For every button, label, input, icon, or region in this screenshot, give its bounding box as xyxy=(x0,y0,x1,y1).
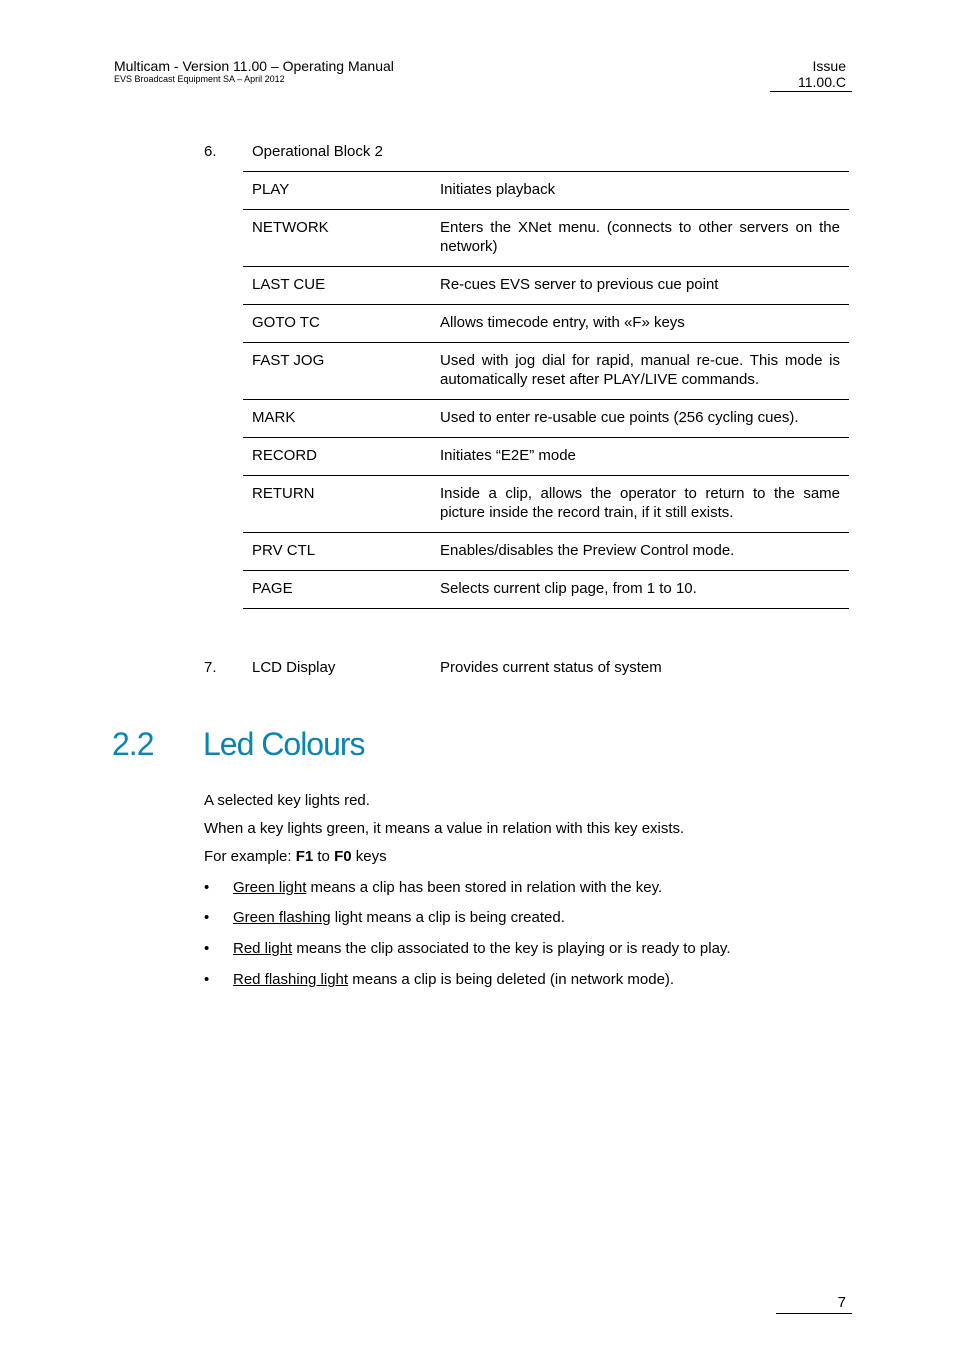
item-7-description: Provides current status of system xyxy=(440,659,662,676)
table-key: NETWORK xyxy=(252,219,329,236)
item-7-number: 7. xyxy=(204,659,217,676)
bullet-icon: • xyxy=(204,879,210,896)
bullet-rest: means a clip has been stored in relation with the key. xyxy=(306,879,663,896)
bullet-rest: light means a clip is being created. xyxy=(330,909,565,926)
table-key: RECORD xyxy=(252,447,318,464)
table-row xyxy=(243,172,849,210)
operational-block-table xyxy=(243,171,849,609)
example-suffix: keys xyxy=(351,848,387,865)
table-key: RETURN xyxy=(252,485,315,502)
table-key: MARK xyxy=(252,409,296,426)
issue-label: Issue xyxy=(812,58,846,74)
bullet-rest: means the clip associated to the key is playing or is ready to play. xyxy=(292,940,731,957)
issue-value: 11.00.C xyxy=(798,74,846,90)
table-key: PRV CTL xyxy=(252,542,316,559)
bullet-term: Green flashing xyxy=(233,909,331,926)
table-row xyxy=(243,267,849,305)
example-prefix: For example: xyxy=(204,848,296,865)
table-desc: Initiates playback xyxy=(440,181,556,198)
list-item xyxy=(233,909,565,926)
bullet-term: Green light xyxy=(233,879,307,896)
table-desc: Selects current clip page, from 1 to 10. xyxy=(440,580,697,597)
table-desc: Enters the XNet menu. (connects to other servers on the network) xyxy=(440,219,840,255)
table-desc: Inside a clip, allows the operator to return to the same picture inside the record train, if it still exists. xyxy=(440,485,840,521)
bullet-term: Red flashing light xyxy=(233,971,349,988)
table-row xyxy=(243,476,849,533)
bullet-rest: means a clip is being deleted (in network mode). xyxy=(348,971,675,988)
bullet-icon: • xyxy=(204,971,210,988)
table-row xyxy=(243,305,849,343)
key-f1: F1 xyxy=(295,848,314,865)
table-key: FAST JOG xyxy=(252,352,325,369)
table-key: PLAY xyxy=(252,181,290,198)
footer-rule xyxy=(776,1313,852,1314)
item-6-number: 6. xyxy=(204,143,217,160)
document-subtitle: EVS Broadcast Equipment SA – April 2012 xyxy=(114,74,285,84)
table-desc: Initiates “E2E” mode xyxy=(440,447,576,464)
section-title: Led Colours xyxy=(203,726,365,762)
table-key: PAGE xyxy=(252,580,293,597)
table-desc: Re-cues EVS server to previous cue point xyxy=(440,276,719,293)
item-6-label: Operational Block 2 xyxy=(252,143,383,160)
item-7-label: LCD Display xyxy=(252,659,336,676)
table-row xyxy=(243,571,849,609)
list-item xyxy=(233,971,674,988)
bullet-term: Red light xyxy=(233,940,293,957)
key-f0: F0 xyxy=(334,848,352,865)
page-number: 7 xyxy=(837,1294,846,1311)
section-number: 2.2 xyxy=(112,726,154,762)
table-row xyxy=(243,343,849,400)
bullet-icon: • xyxy=(204,940,210,957)
table-key: LAST CUE xyxy=(252,276,326,293)
paragraph: When a key lights green, it means a value in relation with this key exists. xyxy=(204,820,685,837)
paragraph-example xyxy=(204,848,387,865)
table-desc: Allows timecode entry, with «F» keys xyxy=(440,314,685,331)
table-row xyxy=(243,438,849,476)
list-item xyxy=(233,879,662,896)
document-title: Multicam - Version 11.00 – Operating Manual xyxy=(114,58,394,74)
table-key: GOTO TC xyxy=(252,314,320,331)
table-row xyxy=(243,533,849,571)
header-rule xyxy=(770,91,852,92)
bullet-icon: • xyxy=(204,909,210,926)
table-row xyxy=(243,210,849,267)
table-desc: Used with jog dial for rapid, manual re-cue. This mode is automatically reset after PLAY/LIVE commands. xyxy=(440,352,840,388)
table-row xyxy=(243,400,849,438)
table-desc: Enables/disables the Preview Control mode. xyxy=(440,542,735,559)
example-mid: to xyxy=(313,848,335,865)
paragraph: A selected key lights red. xyxy=(204,792,370,809)
list-item xyxy=(233,940,730,957)
table-desc: Used to enter re-usable cue points (256 cycling cues). xyxy=(440,409,799,426)
